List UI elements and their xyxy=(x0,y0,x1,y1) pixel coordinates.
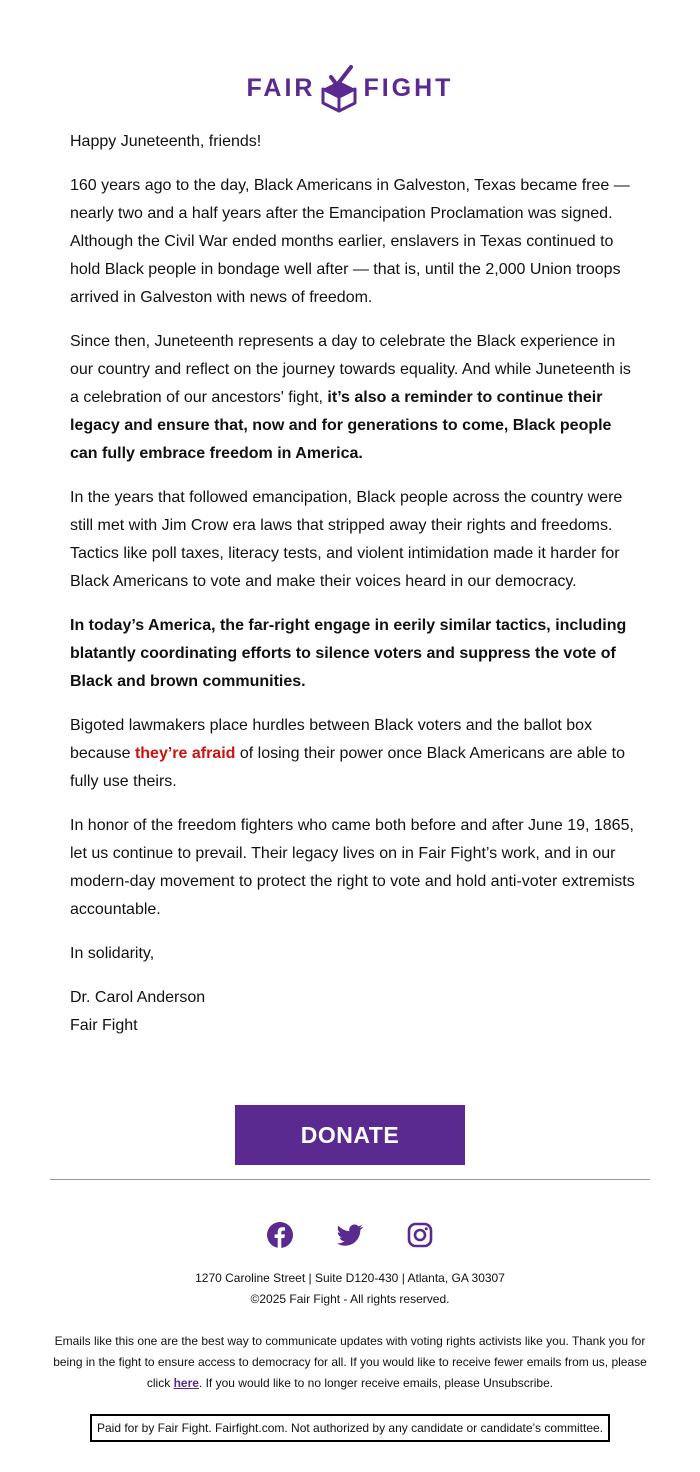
paragraph-today xyxy=(70,612,638,696)
notice-text-end: . If you would like to no longer receive emails, please Unsubscribe. xyxy=(198,1376,554,1390)
paragraph-lawmakers-start: Bigoted lawmakers place hurdles between Black voters and the ballot box because xyxy=(70,717,593,762)
paragraph-celebration-bold: it’s also a reminder to continue their legacy and ensure that, now and for generations to come, Black people can fully embrace freedom in America. xyxy=(70,389,612,462)
ballot-box-check-icon xyxy=(321,63,357,113)
paragraph-honor: In honor of the freedom fighters who came both before and after June 19, 1865, let us continue to prevail. Their legacy lives on in Fair Fight’s work, and in our modern-day movement to protect the right to vote and hold anti-voter extremists accountable. xyxy=(70,817,635,918)
highlight-afraid: they’re afraid xyxy=(134,745,236,762)
social-links xyxy=(0,1222,700,1248)
logo-word-fair: FAIR xyxy=(246,73,316,102)
footer-copyright: ©2025 Fair Fight - All rights reserved. xyxy=(250,1292,450,1306)
paid-for-disclaimer: Paid for by Fair Fight. Fairfight.com. Not authorized by any candidate or candidate’s committee. xyxy=(90,1414,610,1442)
facebook-icon[interactable] xyxy=(267,1222,293,1248)
fewer-emails-link[interactable]: here xyxy=(173,1376,199,1390)
paragraph-lawmakers-end: of losing their power once Black Americans are able to fully use theirs. xyxy=(70,745,625,790)
fair-fight-logo xyxy=(0,60,700,116)
paragraph-celebration xyxy=(70,328,638,468)
instagram-icon[interactable] xyxy=(407,1222,433,1248)
donate-button[interactable]: DONATE xyxy=(235,1105,465,1165)
footer-address: 1270 Caroline Street | Suite D120-430 | Atlanta, GA 30307 xyxy=(195,1271,505,1285)
twitter-icon[interactable] xyxy=(337,1222,363,1248)
paragraph-jim-crow: In the years that followed emancipation, Black people across the country were still met with Jim Crow era laws that stripped away their rights and freedoms. Tactics like poll taxes, literacy tests, and violent intimidation made it harder for Black Americans to vote and make their voices heard in our democracy. xyxy=(70,489,623,590)
footer-address-block xyxy=(0,1268,700,1310)
greeting: Happy Juneteenth, friends! xyxy=(70,133,262,150)
paragraph-lawmakers xyxy=(70,712,638,796)
closing: In solidarity, xyxy=(70,945,155,962)
paragraph-today-bold: In today’s America, the far-right engage in eerily similar tactics, including blatantly coordinating efforts to silence voters and suppress the vote of Black and brown communities. xyxy=(70,617,627,690)
footer-divider xyxy=(50,1179,650,1180)
footer-notice xyxy=(50,1331,650,1394)
paragraph-celebration-text: Since then, Juneteenth represents a day to celebrate the Black experience in our country and reflect on the journey towards equality. And while Juneteenth is a celebration of our ancestors' fight, xyxy=(70,333,631,406)
paragraph-history: 160 years ago to the day, Black Americans in Galveston, Texas became free — nearly two and a half years after the Emancipation Proclamation was signed. Although the Civil War ended months earlier, enslavers in Texas continued to hold Black people in bondage well after — that is, until the 2,000 Union troops arrived in Galveston with news of freedom. xyxy=(70,177,630,306)
email-body xyxy=(70,128,638,1056)
signature xyxy=(70,984,638,1040)
logo-word-fight: FIGHT xyxy=(363,73,454,102)
signature-name: Dr. Carol Anderson xyxy=(70,989,206,1006)
notice-text-start: Emails like this one are the best way to communicate updates with voting rights activists like you. Thank you for being in the fight to ensure access to democracy for all. If you would like to receive fewer emails from us, please click xyxy=(53,1334,647,1390)
signature-org: Fair Fight xyxy=(70,1017,138,1034)
